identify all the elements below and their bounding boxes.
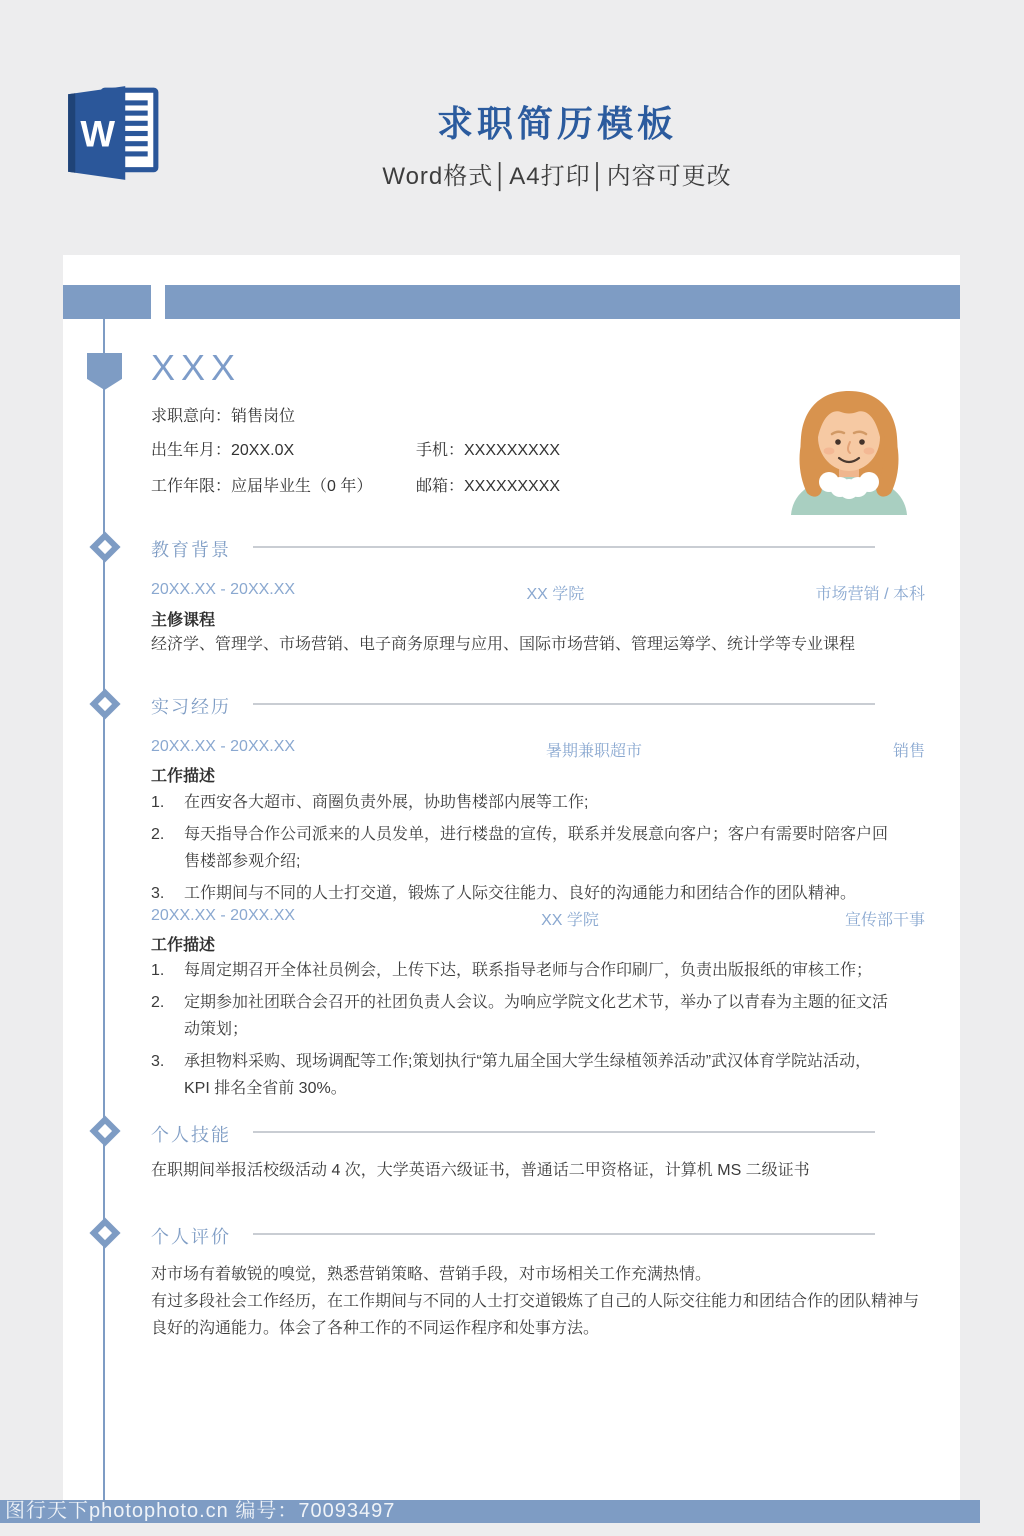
education-entry-row [151, 581, 925, 604]
phone: 手机：XXXXXXXXX [416, 442, 561, 459]
section-divider [253, 546, 875, 548]
education-period: 20XX.XX - 20XX.XX [151, 581, 296, 598]
list-item: 1. 每周定期召开全体社员例会，上传下达，联系指导老师与合作印刷厂，负责出版报纸的审核工作； [151, 957, 891, 984]
list-item: 2. 每天指导合作公司派来的人员发单，进行楼盘的宣传，联系并发展意向客户；客户有需要时陪客户回售楼部参观介绍; [151, 821, 891, 875]
watermark-bar [0, 1500, 980, 1523]
info-row [151, 437, 851, 460]
watermark-text: 图行天下photophoto.cn 编号：70093497 [5, 1500, 396, 1522]
birth-date: 出生年月：20XX.0X [151, 442, 295, 459]
job-desc-label: 工作描述 [151, 937, 216, 954]
section-divider [253, 703, 875, 705]
poster-title: 求职简历模板 [436, 103, 677, 144]
evaluation-text [151, 1261, 925, 1342]
female-avatar [763, 387, 935, 515]
education-major: 市场营销 / 本科 [815, 586, 925, 603]
diamond-marker-icon [89, 1115, 121, 1147]
email: 邮箱：XXXXXXXXX [416, 478, 561, 495]
timeline-flag-marker-icon [87, 353, 122, 390]
job-duty-list [151, 789, 891, 912]
personal-info [151, 437, 851, 509]
list-item: 3. 工作期间与不同的人士打交道，锻炼了人际交往能力、良好的沟通能力和团结合作的团队精神。 [151, 880, 891, 907]
info-row [151, 473, 851, 496]
evaluation-line: 对市场有着敏锐的嗅觉，熟悉营销策略、营销手段，对市场相关工作充满热情。 [151, 1266, 712, 1283]
skills-text: 在职期间举报活校级活动 4 次，大学英语六级证书，普通话二甲资格证，计算机 MS 二级证书 [151, 1162, 810, 1179]
job-org: 暑期兼职超市 [546, 743, 643, 760]
job-entry-row [151, 907, 925, 930]
diamond-marker-icon [89, 1217, 121, 1249]
timeline-line [103, 319, 105, 1500]
job-desc-label: 工作描述 [151, 768, 216, 785]
work-years: 工作年限：应届毕业生（0 年） [151, 478, 373, 495]
job-period: 20XX.XX - 20XX.XX [151, 907, 296, 924]
candidate-name: XXX [151, 347, 242, 388]
list-number: 2. [151, 826, 165, 843]
header-bar-block [63, 285, 151, 319]
job-objective: 求职意向：销售岗位 [151, 408, 296, 425]
list-number: 1. [151, 962, 165, 979]
job-entry-row [151, 738, 925, 761]
section-title-skills: 个人技能 [151, 1125, 231, 1145]
job-period: 20XX.XX - 20XX.XX [151, 738, 296, 755]
diamond-marker-icon [89, 688, 121, 720]
list-number: 1. [151, 794, 165, 811]
list-item: 1. 在西安各大超市、商圈负责外展，协助售楼部内展等工作; [151, 789, 891, 816]
course-label: 主修课程 [151, 612, 216, 629]
section-title-evaluation: 个人评价 [151, 1227, 231, 1247]
diamond-marker-icon [89, 531, 121, 563]
list-number: 3. [151, 1053, 165, 1070]
job-role: 销售 [892, 743, 925, 760]
resume-page [63, 255, 960, 1500]
education-school: XX 学院 [526, 586, 585, 603]
list-number: 3. [151, 885, 165, 902]
section-title-education: 教育背景 [151, 540, 231, 560]
course-text: 经济学、管理学、市场营销、电子商务原理与应用、国际市场营销、管理运筹学、统计学等专业课程 [151, 636, 856, 653]
job-org: XX 学院 [541, 912, 599, 929]
list-item: 3. 承担物料采购、现场调配等工作;策划执行“第九届全国大学生绿植领养活动”武汉体育学院站活动，KPI 排名全省前 30%。 [151, 1048, 891, 1102]
section-title-internship: 实习经历 [151, 697, 231, 717]
job-role: 宣传部干事 [844, 912, 925, 929]
header-bar [165, 285, 960, 319]
list-number: 2. [151, 994, 165, 1011]
job-duty-list [151, 957, 891, 1107]
list-item: 2. 定期参加社团联合会召开的社团负责人会议。为响应学院文化艺术节，举办了以青春为主题的征文活动策划； [151, 989, 891, 1043]
svg-text:W: W [80, 113, 116, 155]
section-divider [253, 1131, 875, 1133]
poster-subtitle: Word格式│A4打印│内容可更改 [382, 163, 732, 190]
evaluation-line: 有过多段社会工作经历，在工作期间与不同的人士打交道锻炼了自己的人际交往能力和团结合作的团队精神与良好的沟通能力。体会了各种工作的不同运作程序和处事方法。 [151, 1293, 920, 1337]
section-divider [253, 1233, 875, 1235]
